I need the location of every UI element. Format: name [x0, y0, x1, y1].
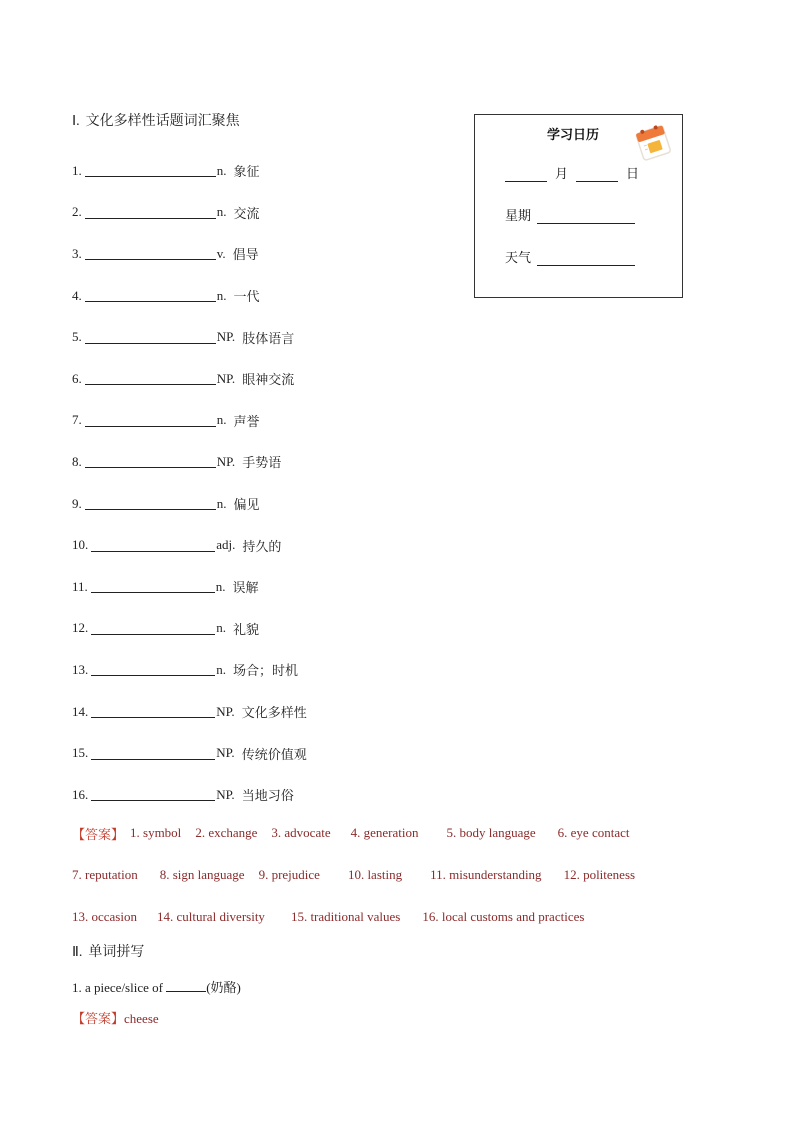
vocab-part-of-speech: n. — [216, 204, 227, 220]
vocab-meaning: 场合；时机 — [233, 664, 299, 680]
vocab-part-of-speech: NP. — [216, 745, 235, 761]
answer-item: 1. symbol — [130, 825, 182, 840]
study-calendar — [474, 114, 683, 298]
vocab-item — [72, 233, 472, 275]
vocab-item — [72, 150, 472, 192]
vocab-number: 8. — [72, 453, 82, 469]
calendar-weather-label: 天气 — [505, 251, 532, 266]
vocab-answer-blank[interactable] — [85, 206, 216, 219]
vocab-item — [72, 441, 472, 483]
vocab-answer-blank[interactable] — [85, 497, 216, 510]
vocab-item — [72, 192, 472, 234]
vocab-part-of-speech: NP. — [216, 786, 235, 802]
vocab-meaning: 文化多样性 — [241, 706, 307, 722]
vocab-meaning: 持久的 — [242, 539, 282, 555]
calendar-weekday-line — [505, 205, 635, 224]
vocab-number: 3. — [72, 245, 82, 261]
calendar-weekday-blank[interactable] — [537, 209, 635, 224]
section-2-title — [72, 941, 144, 961]
calendar-day-label: 日 — [626, 167, 640, 182]
answer-item: 9. prejudice — [258, 867, 320, 882]
section-1-numeral: Ⅰ. — [72, 114, 80, 129]
calendar-weekday-label: 星期 — [505, 209, 532, 224]
answer-item: 15. traditional values — [290, 909, 401, 924]
vocab-meaning: 误解 — [232, 581, 259, 597]
vocab-number: 2. — [72, 204, 82, 220]
vocab-item — [72, 691, 472, 733]
spelling-question-hint: (奶酪) — [206, 980, 241, 995]
answer-item: 3. advocate — [271, 825, 331, 840]
answer-item: 2. exchange — [195, 825, 258, 840]
vocab-answer-blank[interactable] — [85, 289, 216, 302]
vocab-item — [72, 483, 472, 525]
answer-line-1 — [72, 812, 722, 854]
vocab-number: 6. — [72, 370, 82, 386]
vocab-item — [72, 275, 472, 317]
vocab-part-of-speech: n. — [216, 661, 226, 677]
vocab-number: 16. — [72, 786, 89, 802]
vocab-answer-blank[interactable] — [91, 788, 215, 801]
answer-item: 4. generation — [350, 825, 419, 840]
vocab-number: 9. — [72, 495, 82, 511]
vocab-item — [72, 400, 472, 442]
vocab-number: 4. — [72, 287, 82, 303]
vocab-item — [72, 774, 472, 816]
vocab-number: 11. — [72, 578, 88, 594]
vocab-number: 13. — [72, 661, 89, 677]
vocab-item — [72, 358, 472, 400]
answer-line-3 — [72, 896, 722, 938]
vocab-part-of-speech: n. — [216, 620, 226, 636]
vocab-meaning: 肢体语言 — [242, 331, 295, 347]
spelling-question-prefix: 1. a piece/slice of — [72, 980, 163, 995]
answer-item: 16. local customs and practices — [422, 909, 585, 924]
vocab-answer-blank[interactable] — [91, 580, 215, 593]
vocab-part-of-speech: NP. — [216, 453, 236, 469]
vocab-answer-blank[interactable] — [91, 622, 215, 635]
section-1-heading: 文化多样性话题词汇聚焦 — [85, 113, 240, 129]
vocab-number: 1. — [72, 162, 82, 178]
vocab-answer-blank[interactable] — [85, 164, 216, 177]
vocab-number: 10. — [72, 537, 89, 553]
vocab-answer-blank[interactable] — [85, 331, 216, 344]
vocab-meaning: 当地习俗 — [241, 789, 294, 805]
vocab-item — [72, 524, 472, 566]
calendar-day-blank[interactable] — [576, 167, 618, 182]
vocab-meaning: 偏见 — [233, 498, 260, 514]
vocab-part-of-speech: n. — [216, 495, 227, 511]
answer-item: 7. reputation — [72, 867, 138, 882]
vocab-number: 5. — [72, 329, 82, 345]
spelling-question — [72, 977, 241, 996]
calendar-weather-blank[interactable] — [537, 251, 635, 266]
vocab-answer-blank[interactable] — [85, 372, 216, 385]
vocab-part-of-speech: n. — [215, 578, 226, 594]
vocab-part-of-speech: n. — [216, 412, 227, 428]
vocab-answer-blank[interactable] — [91, 705, 215, 718]
vocab-answer-blank[interactable] — [91, 663, 215, 676]
answer-line-2 — [72, 854, 722, 896]
calendar-month-label: 月 — [555, 167, 569, 182]
spelling-blank[interactable] — [166, 980, 206, 992]
section-2-heading: 单词拼写 — [88, 944, 145, 960]
vocab-number: 12. — [72, 620, 89, 636]
vocab-meaning: 一代 — [233, 290, 260, 306]
vocab-meaning: 礼貌 — [233, 622, 260, 638]
vocab-item — [72, 732, 472, 774]
calendar-month-blank[interactable] — [505, 167, 547, 182]
vocab-meaning: 声誉 — [233, 414, 260, 430]
vocab-item — [72, 316, 472, 358]
vocab-part-of-speech: n. — [216, 287, 227, 303]
answer-item: 14. cultural diversity — [156, 909, 265, 924]
vocab-meaning: 手势语 — [242, 456, 282, 472]
vocab-answer-blank[interactable] — [85, 455, 216, 468]
section-2-numeral: Ⅱ. — [72, 945, 83, 960]
spelling-answer-tag: 【答案】 — [72, 1012, 125, 1027]
calendar-icon — [633, 121, 673, 163]
vocab-meaning: 交流 — [233, 206, 260, 222]
answer-item: 10. lasting — [347, 867, 403, 882]
vocab-meaning: 倡导 — [232, 248, 259, 264]
answer-item: 5. body language — [446, 825, 536, 840]
vocab-answer-blank[interactable] — [85, 247, 216, 260]
vocab-part-of-speech: NP. — [216, 370, 236, 386]
vocab-answer-blank[interactable] — [85, 414, 216, 427]
answer-item: 12. politeness — [563, 867, 636, 882]
answer-block — [72, 812, 722, 938]
section-1-title — [72, 110, 240, 130]
vocab-part-of-speech: adj. — [216, 537, 236, 553]
answer-item: 6. eye contact — [557, 825, 630, 840]
vocab-meaning: 传统价值观 — [241, 747, 307, 763]
vocab-item — [72, 566, 472, 608]
calendar-weather-line — [505, 247, 635, 266]
answer-item: 13. occasion — [72, 909, 137, 924]
vocab-number: 15. — [72, 745, 89, 761]
calendar-title: 学习日历 — [547, 128, 600, 143]
answer-item: 11. misunderstanding — [430, 867, 542, 882]
vocab-number: 14. — [72, 703, 89, 719]
calendar-date-line — [505, 163, 639, 182]
vocab-number: 7. — [72, 412, 82, 428]
vocab-answer-blank[interactable] — [91, 747, 215, 760]
answer-item: 8. sign language — [159, 867, 245, 882]
vocab-item — [72, 608, 472, 650]
vocab-item — [72, 649, 472, 691]
answer-tag: 【答案】 — [72, 827, 125, 843]
vocab-meaning: 象征 — [233, 165, 260, 181]
vocab-answer-blank[interactable] — [91, 539, 215, 552]
vocab-list — [72, 150, 472, 816]
vocab-part-of-speech: n. — [216, 162, 227, 178]
vocab-part-of-speech: NP. — [216, 329, 236, 345]
spelling-answer — [72, 1008, 159, 1027]
vocab-meaning: 眼神交流 — [242, 373, 295, 389]
vocab-part-of-speech: v. — [216, 245, 226, 261]
vocab-part-of-speech: NP. — [216, 703, 235, 719]
spelling-answer-text: cheese — [124, 1011, 159, 1026]
